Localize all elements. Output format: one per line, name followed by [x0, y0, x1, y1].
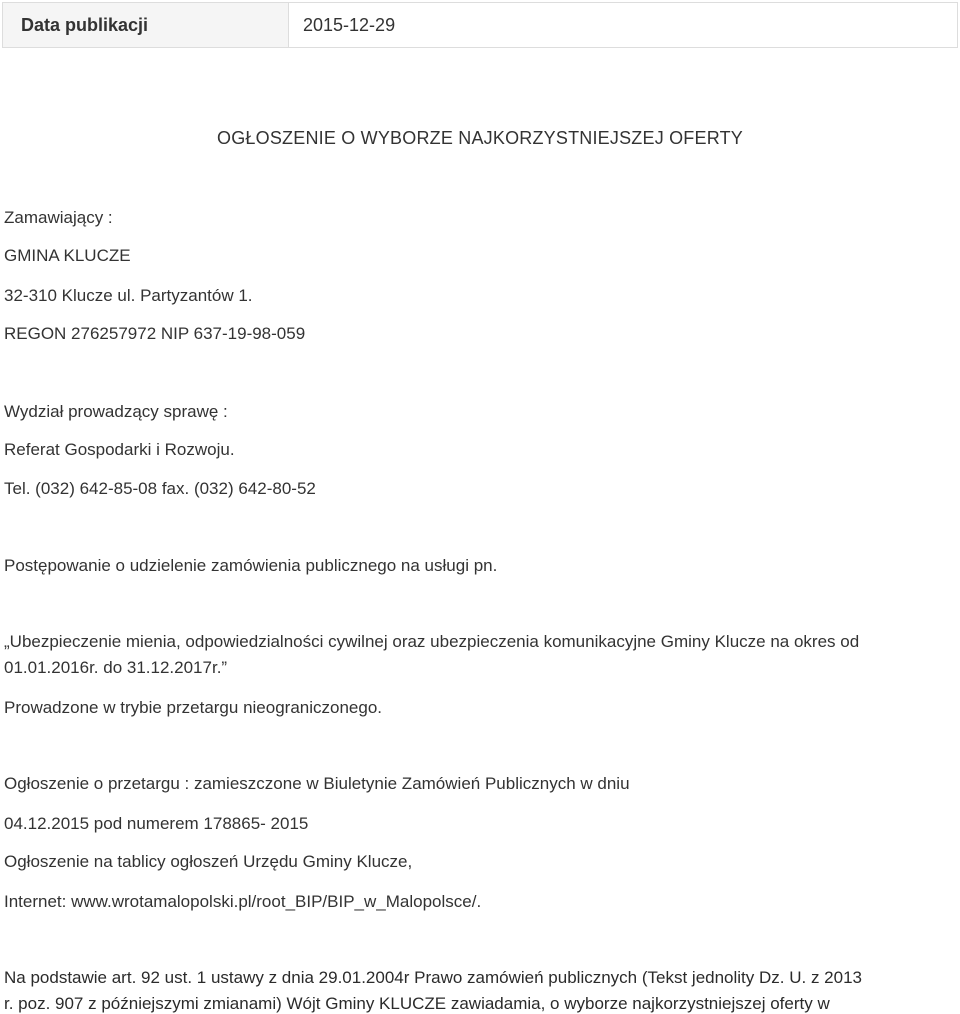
- authority-regon-nip: REGON 276257972 NIP 637-19-98-059: [4, 324, 306, 343]
- service-name-line-1: „Ubezpieczenie mienia, odpowiedzialności cywilnej oraz ubezpieczenia komunikacyjne Gminy Klucze na okres od: [4, 632, 860, 651]
- internet-info: Internet: www.wrotamalopolski.pl/root_BIP/BIP_w_Malopolsce/.: [4, 892, 482, 911]
- department-contact: Tel. (032) 642-85-08 fax. (032) 642-80-52: [4, 479, 316, 498]
- publication-date-value: 2015-12-29: [303, 15, 396, 35]
- procedure-mode: Prowadzone w trybie przetargu nieograniczonego.: [4, 698, 383, 717]
- legal-basis-line-1: Na podstawie art. 92 ust. 1 ustawy z dnia 29.01.2004r Prawo zamówień publicznych (Tekst jednolity Dz. U. z 2013: [4, 968, 862, 987]
- procedure-description: Postępowanie o udzielenie zamówienia publicznego na usługi pn.: [4, 556, 498, 575]
- tender-notice-number: 04.12.2015 pod numerem 178865- 2015: [4, 814, 309, 833]
- department-name: Referat Gospodarki i Rozwoju.: [4, 440, 235, 459]
- service-name-line-2: 01.01.2016r. do 31.12.2017r.”: [4, 658, 228, 677]
- announcement-title: OGŁOSZENIE O WYBORZE NAJKORZYSTNIEJSZEJ OFERTY: [217, 128, 743, 148]
- publication-date-row: [2, 2, 958, 48]
- tender-notice-info: Ogłoszenie o przetargu : zamieszczone w Biuletynie Zamówień Publicznych w dniu: [4, 774, 630, 793]
- notice-board-info: Ogłoszenie na tablicy ogłoszeń Urzędu Gminy Klucze,: [4, 852, 413, 871]
- authority-name: GMINA KLUCZE: [4, 246, 131, 265]
- contracting-authority-heading: Zamawiający :: [4, 208, 113, 227]
- department-heading: Wydział prowadzący sprawę :: [4, 402, 228, 421]
- publication-date-label: Data publikacji: [3, 3, 289, 47]
- legal-basis-line-2: r. poz. 907 z późniejszymi zmianami) Wójt Gminy KLUCZE zawiadamia, o wyborze najkorzystniejszej oferty w: [4, 994, 830, 1013]
- authority-address: 32-310 Klucze ul. Partyzantów 1.: [4, 286, 253, 305]
